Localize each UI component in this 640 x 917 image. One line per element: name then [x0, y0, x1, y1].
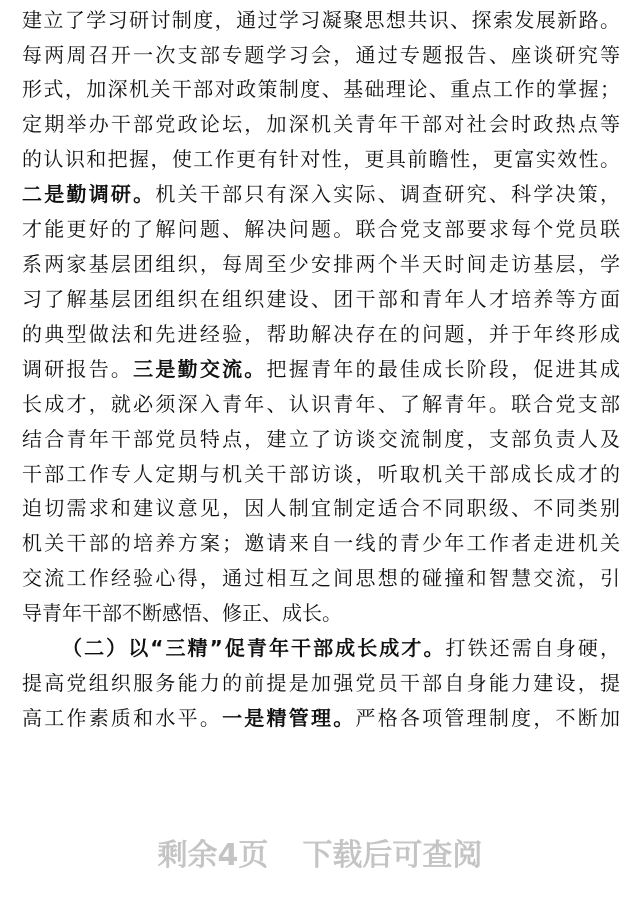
text-line-9 — [22, 283, 620, 315]
text-run: 的认识和把握，使工作更有针对性，更具前瞻性，更富实效性。 — [22, 147, 620, 171]
text-line-13 — [22, 423, 620, 455]
text-run: 的典型做法和先进经验，帮助解决存在的问题，并于年终形成 — [22, 322, 620, 346]
text-run: 定期举办干部党政论坛，加深机关青年干部对社会时政热点等 — [22, 112, 620, 136]
text-run: 才能更好的了解问题、解决问题。联合党支部要求每个党员联 — [22, 217, 620, 241]
text-line-20 — [22, 667, 620, 699]
text-line-4 — [22, 108, 620, 140]
text-run: 习了解基层团组织在组织建设、团干部和青年人才培养等方面 — [22, 287, 620, 311]
text-line-12 — [22, 388, 620, 420]
text-run: 高工作素质和水平。 — [22, 706, 223, 730]
text-line-6 — [22, 178, 620, 210]
text-run: 机关干部的培养方案；邀请来自一线的青少年工作者走进机关 — [22, 531, 620, 555]
text-run: 结合青年干部党员特点，建立了访谈交流制度，支部负责人及 — [22, 427, 620, 451]
text-line-14 — [22, 458, 620, 490]
text-line-19 — [62, 632, 620, 664]
text-line-17 — [22, 562, 620, 594]
text-run: 调研报告。 — [22, 357, 134, 381]
download-to-view-label: 下载后可查阅 — [302, 838, 483, 873]
text-run: 建立了学习研讨制度，通过学习凝聚思想共识、探索发展新路。 — [22, 8, 620, 32]
text-run: 干部工作专人定期与机关干部访谈，听取机关干部成长成才的 — [22, 462, 620, 486]
text-run: 每两周召开一次支部专题学习会，通过专题报告、座谈研究等 — [22, 43, 620, 67]
text-run: 交流工作经验心得，通过相互之间思想的碰撞和智慧交流，引 — [22, 566, 620, 590]
text-run: 迫切需求和建议意见，因人制宜制定适合不同职级、不同类别 — [22, 496, 620, 520]
remaining-pages-label: 剩余4页 — [157, 838, 269, 873]
text-line-7 — [22, 213, 620, 245]
text-line-11 — [22, 353, 620, 385]
text-line-1 — [22, 4, 620, 36]
text-line-3 — [22, 73, 620, 105]
text-line-16 — [22, 527, 620, 559]
text-run: 严格各项管理制度，不断加 — [355, 706, 620, 730]
text-run: 系两家基层团组织，每周至少安排两个半天时间走访基层，学 — [22, 252, 620, 276]
bold-heading-run: 一是精管理。 — [222, 706, 356, 730]
text-run: 形式，加深机关干部对政策制度、基础理论、重点工作的掌握； — [22, 77, 620, 101]
bold-heading-run: 二是勤调研。 — [22, 182, 156, 206]
text-line-15 — [22, 492, 620, 524]
bold-heading-run: 三是勤交流。 — [133, 357, 267, 381]
preview-limit-footer — [0, 836, 640, 876]
text-run: 把握青年的最佳成长阶段，促进其成 — [266, 357, 620, 381]
text-line-21 — [22, 702, 620, 734]
section-heading-run: （二）以“三精”促青年干部成长成才。 — [62, 636, 446, 660]
text-run: 机关干部只有深入实际、调查研究、科学决策， — [155, 182, 620, 206]
text-run: 导青年干部不断感悟、修正、成长。 — [22, 601, 342, 625]
text-line-10 — [22, 318, 620, 350]
text-line-18 — [22, 597, 620, 629]
text-run: 打铁还需自身硬， — [445, 636, 620, 660]
text-line-5 — [22, 143, 620, 175]
text-run: 提高党组织服务能力的前提是加强党员干部自身能力建设，提 — [22, 671, 620, 695]
text-line-2 — [22, 39, 620, 71]
text-line-8 — [22, 248, 620, 280]
text-run: 长成才，就必须深入青年、认识青年、了解青年。联合党支部 — [22, 392, 620, 416]
